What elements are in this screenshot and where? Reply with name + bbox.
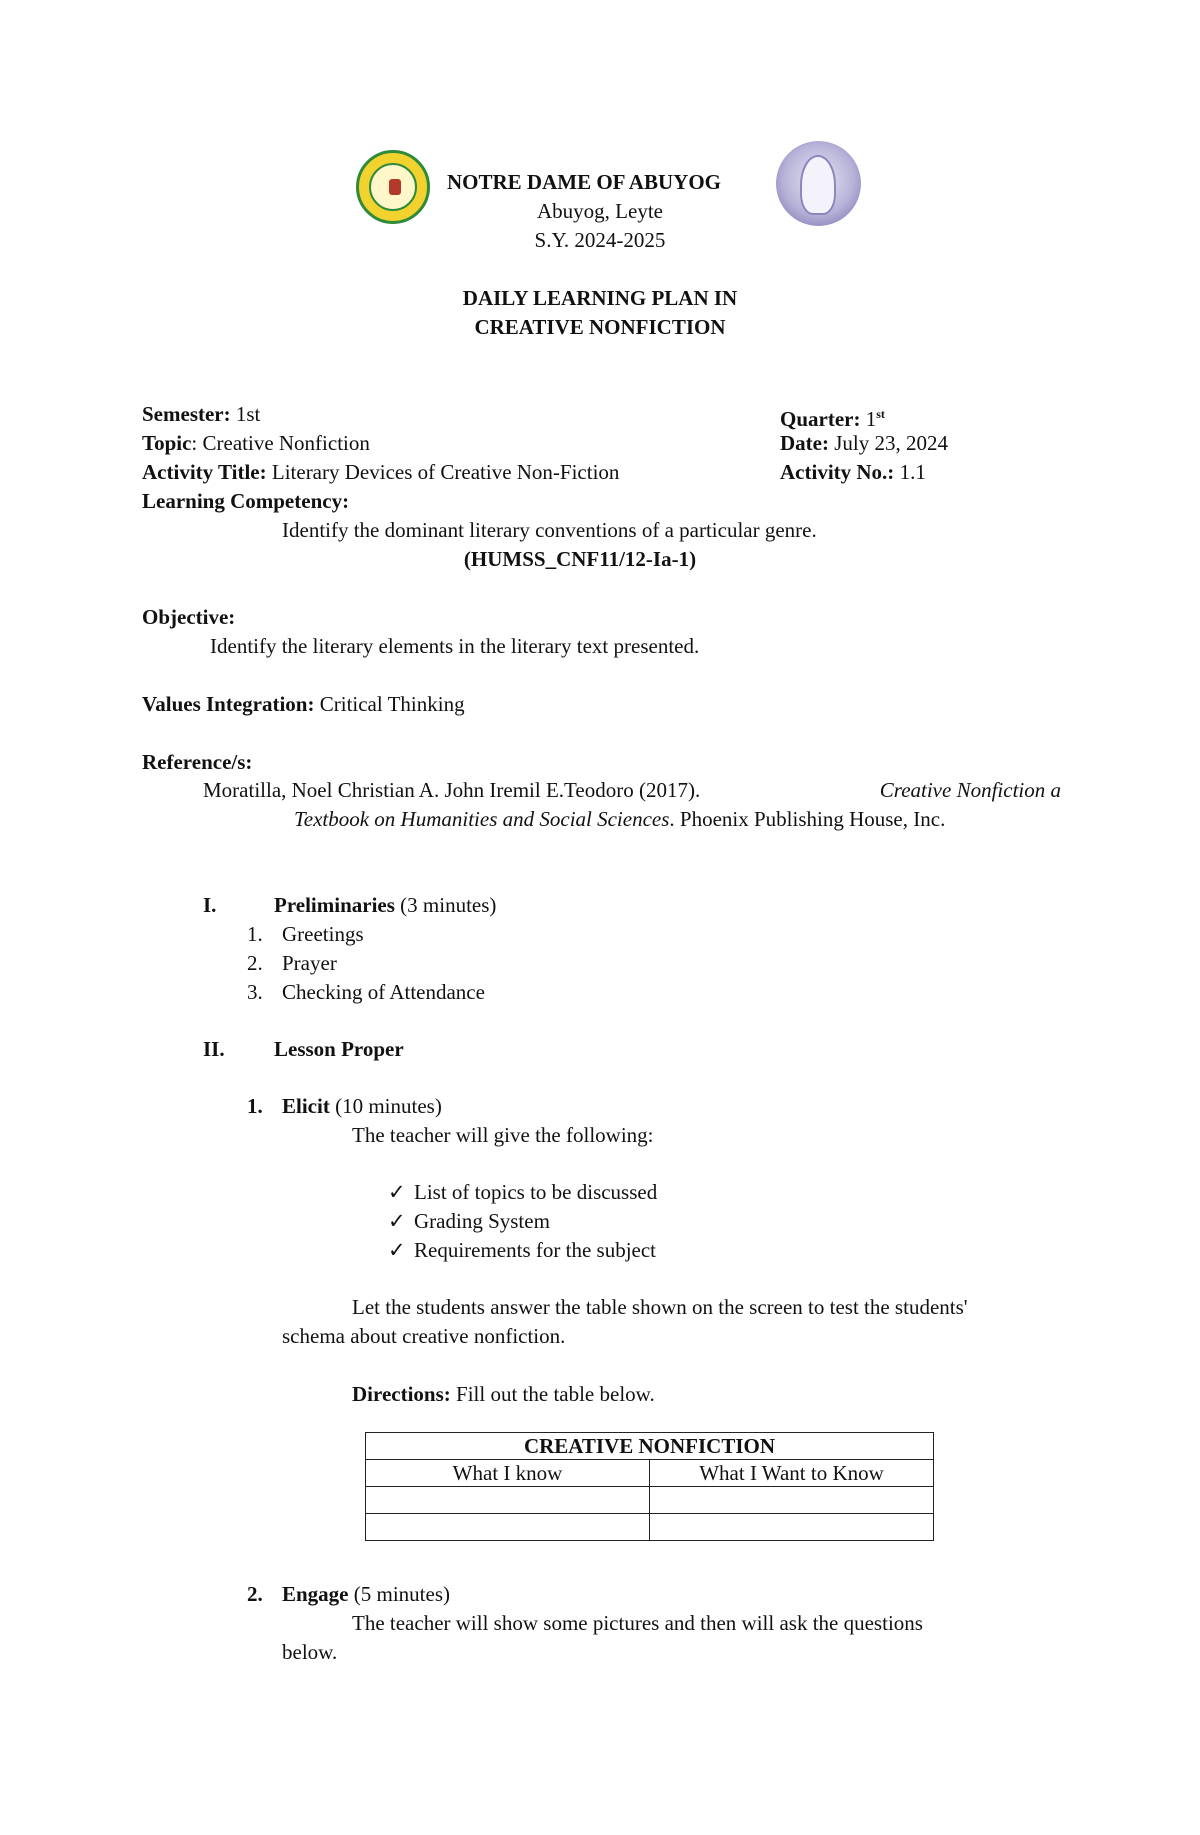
objective-label: Objective: (142, 605, 236, 629)
table-cell (650, 1487, 934, 1514)
values-row (142, 690, 465, 718)
plan-title-line2: CREATIVE NONFICTION (474, 315, 726, 339)
elicit-title: Elicit (282, 1094, 330, 1118)
elicit-number: 1. (247, 1094, 263, 1118)
directions-label: Directions: (352, 1382, 451, 1406)
table-cell (650, 1514, 934, 1541)
table-row (366, 1487, 934, 1514)
reference-title-part1: Creative Nonfiction a (879, 778, 1061, 802)
school-name: NOTRE DAME OF ABUYOG (447, 170, 721, 194)
prelim-item-number: 3. (247, 980, 263, 1004)
topic-value: : Creative Nonfiction (191, 431, 370, 455)
topic-label: Topic (142, 431, 192, 455)
directions-text: Fill out the table below. (450, 1382, 655, 1406)
date-label: Date: (780, 431, 829, 455)
kwl-table (365, 1432, 934, 1541)
engage-number: 2. (247, 1582, 263, 1606)
prelim-title: Preliminaries (274, 893, 395, 917)
prelim-numeral: I. (203, 893, 217, 917)
table-cell (366, 1487, 650, 1514)
plan-title-line1: DAILY LEARNING PLAN IN (462, 286, 738, 310)
prelim-time: (3 minutes) (394, 893, 497, 917)
reference-title-part2: Textbook on Humanities and Social Sciences (294, 807, 670, 831)
checklist-item-label: Requirements for the subject (414, 1238, 657, 1262)
madonna-logo (776, 141, 861, 226)
elicit-time: (10 minutes) (329, 1094, 442, 1118)
objective-text: Identify the literary elements in the literary text presented. (210, 634, 700, 658)
values-label: Values Integration: (142, 692, 315, 716)
reference-label: Reference/s: (142, 750, 253, 774)
school-year: S.Y. 2024-2025 (534, 228, 666, 252)
check-icon: ✓ (388, 1180, 406, 1204)
prelim-item-number: 2. (247, 951, 263, 975)
prelim-item-number: 1. (247, 922, 263, 946)
competency-label: Learning Competency: (142, 489, 350, 513)
values-text: Critical Thinking (314, 692, 465, 716)
directions-row (352, 1380, 655, 1408)
prelim-item: Prayer (282, 951, 337, 975)
activity-title-value: Literary Devices of Creative Non-Fiction (266, 460, 620, 484)
semester-value: 1st (230, 402, 261, 426)
semester-label: Semester: (142, 402, 231, 426)
competency-code: (HUMSS_CNF11/12-Ia-1) (463, 547, 697, 571)
table-header-row (366, 1460, 934, 1487)
elicit-intro: The teacher will give the following: (352, 1123, 654, 1147)
engage-line1: The teacher will show some pictures and then will ask the questions (352, 1611, 923, 1635)
column-header-want: What I Want to Know (650, 1460, 934, 1487)
activity-no-row (780, 458, 926, 486)
reference-publisher: . Phoenix Publishing House, Inc. (669, 807, 946, 831)
table-row (366, 1514, 934, 1541)
table-title: CREATIVE NONFICTION (366, 1433, 934, 1460)
school-location: Abuyog, Leyte (537, 199, 663, 223)
date-row (780, 429, 948, 457)
elicit-heading (282, 1092, 442, 1120)
school-seal-logo (356, 150, 430, 224)
checklist-item (388, 1178, 657, 1206)
quarter-label: Quarter: (780, 407, 861, 431)
quarter-value: 1 (860, 407, 877, 431)
engage-time: (5 minutes) (348, 1582, 450, 1606)
topic-row (142, 429, 370, 457)
elicit-paragraph-line2: schema about creative nonfiction. (282, 1324, 566, 1348)
semester-row (142, 400, 260, 428)
reference-line1 (203, 776, 1061, 804)
date-value: July 23, 2024 (828, 431, 948, 455)
checklist-item-label: List of topics to be discussed (414, 1180, 658, 1204)
reference-line2 (294, 805, 945, 833)
activity-title-label: Activity Title: (142, 460, 267, 484)
quarter-suffix: st (876, 407, 885, 421)
engage-heading (282, 1580, 450, 1608)
activity-title-row (142, 458, 619, 486)
checklist-item (388, 1207, 550, 1235)
lesson-numeral: II. (203, 1037, 225, 1061)
table-title-row (366, 1433, 934, 1460)
check-icon: ✓ (388, 1238, 406, 1262)
lesson-title: Lesson Proper (274, 1037, 404, 1061)
reference-authors: Moratilla, Noel Christian A. John Iremil E.Teodoro (2017). (203, 778, 701, 802)
prelim-heading (274, 891, 496, 919)
engage-title: Engage (282, 1582, 349, 1606)
competency-text: Identify the dominant literary conventions of a particular genre. (282, 518, 817, 542)
table-cell (366, 1514, 650, 1541)
engage-line2: below. (282, 1640, 338, 1664)
checklist-item-label: Grading System (414, 1209, 550, 1233)
elicit-paragraph-line1: Let the students answer the table shown on the screen to test the students' (352, 1295, 968, 1319)
activity-no-label: Activity No.: (780, 460, 895, 484)
activity-no-value: 1.1 (894, 460, 926, 484)
check-icon: ✓ (388, 1209, 406, 1233)
prelim-item: Checking of Attendance (282, 980, 485, 1004)
prelim-item: Greetings (282, 922, 364, 946)
checklist-item (388, 1236, 656, 1264)
column-header-know: What I know (366, 1460, 650, 1487)
